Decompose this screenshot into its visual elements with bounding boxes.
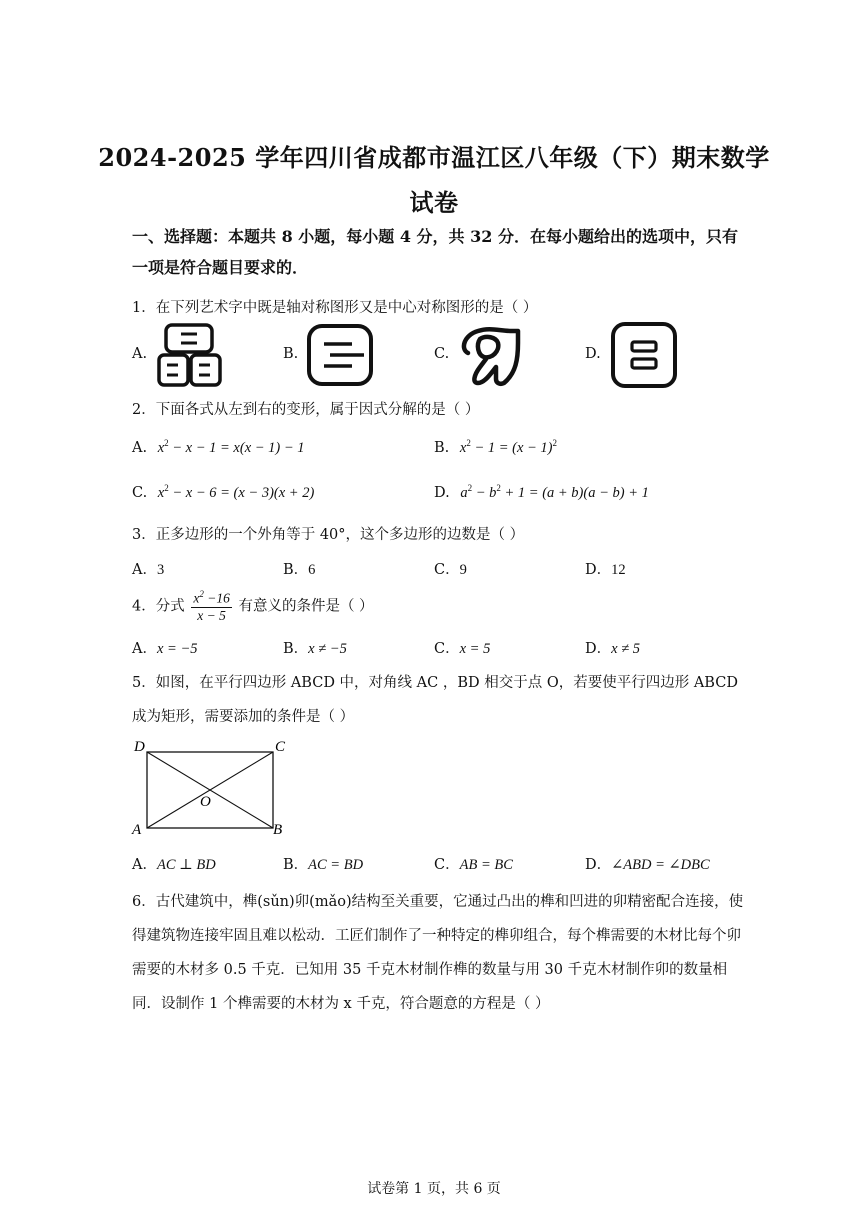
q2-option-a: A. $x^2 - x - 1 = x(x - 1) - 1$ — [132, 438, 305, 456]
q2-option-c-label: C. — [132, 484, 148, 501]
vertex-c-label: C — [275, 739, 286, 755]
q2-option-d-label: D. — [434, 484, 450, 501]
q1-stem: 1．在下列艺术字中既是轴对称图形又是中心对称图形的是（ ） — [132, 300, 538, 316]
q5-option-d: D．∠ABD = ∠DBC — [585, 857, 710, 873]
q4-option-d: D．x ≠ 5 — [585, 641, 641, 657]
q1-option-c-label: C. — [434, 346, 450, 362]
q3-option-b: B．6 — [283, 562, 316, 578]
q3-option-c: C．9 — [434, 562, 467, 578]
vertex-b-label: B — [273, 822, 283, 838]
center-o-label: O — [200, 794, 211, 810]
three-bars-icon — [306, 323, 374, 387]
stacked-boxes-icon — [156, 322, 224, 388]
q3-option-d: D．12 — [585, 562, 626, 578]
two-bars-icon — [610, 321, 678, 389]
q5-option-a: A．AC ⊥ BD — [132, 857, 216, 873]
q2-option-c: C. $x^2 - x - 6 = (x - 3)(x + 2)$ — [132, 483, 315, 501]
q5-stem-line2: 成为矩形，需要添加的条件是（ ） — [132, 709, 355, 725]
q3-option-a: A．3 — [132, 562, 165, 578]
q2-option-a-label: A. — [132, 439, 148, 456]
q4-option-a: A．x = −5 — [132, 641, 198, 657]
q1-option-a-label: A. — [132, 346, 148, 362]
rectangle-figure — [128, 734, 298, 842]
vertex-a-label: A — [132, 822, 142, 838]
q3-stem: 3．正多边形的一个外角等于 40°，这个多边形的边数是（ ） — [132, 527, 525, 543]
section-heading: 一、选择题：本题共 8 小题，每小题 4 分，共 32 分．在每小题给出的选项中，只有一项是符合题目要求的． — [132, 227, 738, 277]
exam-title-line1: 2024-2025 学年四川省成都市温江区八年级（下）期末数学 — [98, 143, 770, 172]
q5-option-b: B．AC = BD — [283, 857, 364, 873]
vertex-d-label: D — [134, 739, 145, 755]
q4-stem: 4．分式 $\frac{x^2 -16}{x - 5}$ 有意义的条件是（ ） — [132, 589, 374, 623]
q1-option-b-label: B. — [283, 346, 299, 362]
q4-option-b: B．x ≠ −5 — [283, 641, 347, 657]
q4-option-c: C．x = 5 — [434, 641, 491, 657]
q2-option-b-label: B. — [434, 439, 450, 456]
abstract-glyph-icon — [456, 323, 524, 387]
q6-stem: 6．古代建筑中，榫(sǔn)卯(mǎo)结构至关重要，它通过凸出的榫和凹进的卯精密配合连接，使得建筑物连接牢固且难以松动．工匠们制作了一种特定的榫卯组合，每个榫需要的木材比每个卯需要的木材多 0.5 千克．已知用 35 千克木材制作榫的数量与用 30 千克木材制作卯的数量相同．设制作 1 个榫需要的木材为 x 千克，符合题意的方程是（ ） — [132, 894, 744, 1012]
q5-stem-line1: 5．如图，在平行四边形 ABCD 中，对角线 AC ，BD 相交于点 O，若要使平行四边形 ABCD — [132, 675, 738, 691]
q4-fraction: $\frac{x^2 -16}{x - 5}$ — [193, 589, 230, 623]
q5-option-c: C．AB = BC — [434, 857, 513, 873]
q2-option-b: B. $x^2 - 1 = (x - 1)^2$ — [434, 438, 558, 456]
q1-option-d-label: D. — [585, 346, 601, 362]
page-footer: 试卷第 1 页，共 6 页 — [367, 1181, 501, 1197]
q2-option-d: D. $a^2 - b^2 + 1 = (a + b)(a - b) + 1$ — [434, 483, 649, 501]
q2-stem: 2．下面各式从左到右的变形，属于因式分解的是（ ） — [132, 402, 480, 418]
exam-title-line2: 试卷 — [409, 188, 459, 217]
